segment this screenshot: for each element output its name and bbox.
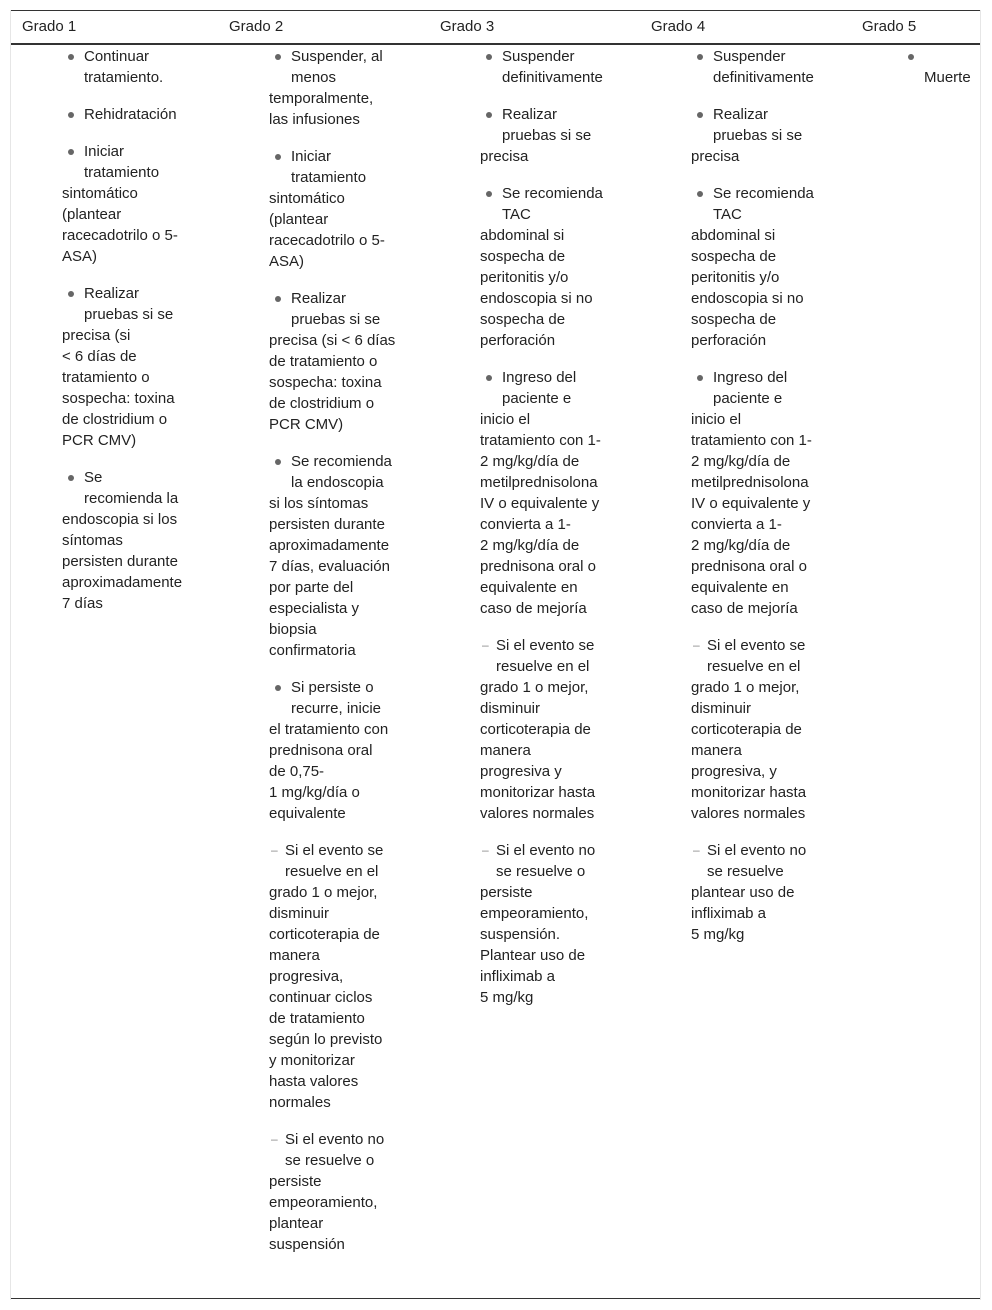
item-line: racecadotrilo o 5- [269,232,385,249]
item-line: tratamiento con 1- [480,432,601,449]
item-line: equivalente en [480,579,578,596]
column-grado-5 [902,46,972,104]
item-line: Si persiste o [291,679,374,696]
item-line: pruebas si se [502,127,592,144]
item-line: se resuelve o [285,1152,375,1169]
item-line: biopsia [269,621,317,638]
item-line: tratamiento [291,169,367,186]
item-line: Suspender, al [291,48,383,65]
item-line: Realizar [502,106,558,123]
item-line: 2 mg/kg/día de [691,537,791,554]
item-line: (plantear [269,211,329,228]
item-line: racecadotrilo o 5- [62,227,178,244]
item-line: perforación [480,332,556,349]
list-item [269,146,419,272]
item-line: infliximab a [691,905,767,922]
item-line: Continuar [84,48,150,65]
item-line: Si el evento no [285,1131,385,1148]
column-grado-3 [480,46,630,1024]
item-line: PCR CMV) [62,432,137,449]
item-line: peritonitis y/o [691,269,780,286]
item-line: Iniciar [291,148,332,165]
item-line: recurre, inicie [291,700,382,717]
item-line: manera [269,947,320,964]
item-line: persisten durante [62,553,178,570]
list-item [480,183,630,351]
item-line: plantear uso de [691,884,795,901]
item-line: 5 mg/kg [480,989,534,1006]
list-item [902,46,972,88]
item-line: sintomático [62,185,138,202]
item-line: prednisona oral o [480,558,596,575]
item-line: sospecha de [480,248,566,265]
list-item [480,46,630,88]
item-line: precisa (si [62,327,131,344]
item-line: infliximab a [480,968,556,985]
list-item [691,104,841,167]
item-line: tratamiento con 1- [691,432,812,449]
item-line: monitorizar hasta [480,784,596,801]
item-line: tratamiento. [84,69,164,86]
item-line: valores normales [480,805,595,822]
item-line: abdominal si [480,227,565,244]
item-line: grado 1 o mejor, [691,679,800,696]
item-line: Suspender [713,48,786,65]
list-item [269,46,419,130]
item-line: Si el evento no [496,842,596,859]
item-line: Suspender [502,48,575,65]
item-line: corticoterapia de [269,926,380,943]
item-line: Plantear uso de [480,947,586,964]
item-line: definitivamente [502,69,603,86]
item-line: Se recomienda [291,453,392,470]
table-top-rule [11,10,980,11]
item-line: por parte del [269,579,354,596]
sub-list-item [691,840,841,945]
item-line: < 6 días de [62,348,137,365]
header-grado-5: Grado 5 [862,18,917,35]
item-line: confirmatoria [269,642,356,659]
item-line: Se recomienda [713,185,814,202]
item-line: síntomas [62,532,123,549]
column-grado-2 [269,46,419,1271]
list-item [269,451,419,661]
item-line: suspensión [269,1236,345,1253]
item-line: sospecha de [480,311,566,328]
item-line: precisa (si < 6 días [269,332,396,349]
column-grado-4 [691,46,841,961]
item-line: progresiva y [480,763,562,780]
item-line: sospecha de [691,248,777,265]
item-line: especialista y [269,600,360,617]
item-line: metilprednisolona [480,474,598,491]
item-line: grado 1 o mejor, [269,884,378,901]
item-line: aproximadamente [269,537,390,554]
item-line: tratamiento [84,164,160,181]
sub-list-item [480,635,630,824]
item-line: corticoterapia de [691,721,802,738]
item-line: disminuir [691,700,752,717]
item-line: normales [269,1094,331,1111]
item-line: grado 1 o mejor, [480,679,589,696]
item-line: aproximadamente [62,574,183,591]
item-line: Se recomienda [502,185,603,202]
list-item [480,104,630,167]
item-line: pruebas si se [713,127,803,144]
item-line: la endoscopia [291,474,384,491]
item-line: resuelve en el [707,658,801,675]
item-line: TAC [502,206,531,223]
item-line: empeoramiento, [480,905,589,922]
list-item [62,46,212,88]
item-line: disminuir [269,905,330,922]
item-line: caso de mejoría [480,600,587,617]
item-line: Ingreso del [502,369,577,386]
item-line: equivalente en [691,579,789,596]
item-line: abdominal si [691,227,776,244]
item-line: manera [691,742,742,759]
item-line: inicio el [480,411,531,428]
item-line: ASA) [269,253,305,270]
item-line: Iniciar [84,143,125,160]
item-line: resuelve en el [285,863,379,880]
item-line: de clostridium o [269,395,375,412]
item-line: PCR CMV) [269,416,344,433]
item-line: Si el evento se [285,842,384,859]
item-line: endoscopia si no [691,290,804,307]
list-item [62,283,212,451]
item-line: definitivamente [713,69,814,86]
item-line: se resuelve [707,863,784,880]
item-line: hasta valores [269,1073,359,1090]
item-line: tratamiento o [62,369,150,386]
item-line: persisten durante [269,516,385,533]
sub-list-item [269,840,419,1113]
item-line: precisa [691,148,740,165]
item-line: metilprednisolona [691,474,809,491]
item-line: Realizar [291,290,347,307]
list-item [269,288,419,435]
list-item [691,367,841,619]
item-line: de clostridium o [62,411,168,428]
item-line: prednisona oral [269,742,373,759]
list-item [480,367,630,619]
item-line: monitorizar hasta [691,784,807,801]
item-line: 2 mg/kg/día de [691,453,791,470]
sub-list-item [480,840,630,1008]
item-line: convierta a 1- [480,516,571,533]
list-item [269,677,419,824]
item-line: pruebas si se [84,306,174,323]
item-line: suspensión. [480,926,561,943]
list-item [62,104,212,125]
item-line: empeoramiento, [269,1194,378,1211]
list-item [691,46,841,88]
item-line: peritonitis y/o [480,269,569,286]
item-line: sospecha de [691,311,777,328]
header-grado-3: Grado 3 [440,18,495,35]
sub-list-item [691,635,841,824]
list-item [62,467,212,614]
item-line: persiste [269,1173,322,1190]
header-grado-4: Grado 4 [651,18,706,35]
header-grado-2: Grado 2 [229,18,284,35]
item-line: 2 mg/kg/día de [480,537,580,554]
item-line: Si el evento no [707,842,807,859]
item-line: perforación [691,332,767,349]
item-line: prednisona oral o [691,558,807,575]
item-line: el tratamiento con [269,721,389,738]
header-grado-1: Grado 1 [22,18,77,35]
item-line: persiste [480,884,533,901]
item-line: plantear [269,1215,324,1232]
item-line: continuar ciclos [269,989,373,1006]
item-line: sintomático [269,190,345,207]
item-line: sospecha: toxina [269,374,382,391]
item-line: temporalmente, [269,90,374,107]
item-line: endoscopia si no [480,290,593,307]
item-line: ASA) [62,248,98,265]
column-grado-1 [62,46,212,630]
item-line: de tratamiento [269,1010,365,1027]
item-line: según lo previsto [269,1031,383,1048]
item-line: endoscopia si los [62,511,178,528]
item-line: sospecha: toxina [62,390,175,407]
item-line: Realizar [84,285,140,302]
item-line: manera [480,742,531,759]
item-line: caso de mejoría [691,600,798,617]
item-line: se resuelve o [496,863,586,880]
item-line: Realizar [713,106,769,123]
item-line: menos [291,69,337,86]
item-line: las infusiones [269,111,360,128]
item-line: IV o equivalente y [691,495,811,512]
item-line: valores normales [691,805,806,822]
item-line: disminuir [480,700,541,717]
item-line: de 0,75- [269,763,325,780]
item-line: Rehidratación [84,106,177,123]
item-line: Muerte [924,69,971,86]
list-item [691,183,841,351]
item-line: pruebas si se [291,311,381,328]
item-line: (plantear [62,206,122,223]
item-line: Se [84,469,103,486]
item-line: paciente e [713,390,783,407]
table-bottom-rule [11,1298,980,1299]
item-line: 7 días [62,595,103,612]
item-line: progresiva, [269,968,344,985]
item-line: recomienda la [84,490,179,507]
item-line: 5 mg/kg [691,926,745,943]
item-line: 7 días, evaluación [269,558,390,575]
item-line: 2 mg/kg/día de [480,453,580,470]
item-line: corticoterapia de [480,721,591,738]
item-line: Si el evento se [496,637,595,654]
item-line: IV o equivalente y [480,495,600,512]
item-line: y monitorizar [269,1052,355,1069]
sub-list-item [269,1129,419,1255]
item-line: de tratamiento o [269,353,378,370]
item-line: convierta a 1- [691,516,782,533]
item-line: resuelve en el [496,658,590,675]
item-line: precisa [480,148,529,165]
item-line: equivalente [269,805,346,822]
grade-table [10,10,981,1300]
item-line: Ingreso del [713,369,788,386]
item-line: 1 mg/kg/día o [269,784,360,801]
item-line: inicio el [691,411,742,428]
item-line: si los síntomas [269,495,369,512]
item-line: Si el evento se [707,637,806,654]
list-item [62,141,212,267]
item-line: paciente e [502,390,572,407]
item-line: TAC [713,206,742,223]
table-header-rule [11,43,980,45]
item-line: progresiva, y [691,763,777,780]
